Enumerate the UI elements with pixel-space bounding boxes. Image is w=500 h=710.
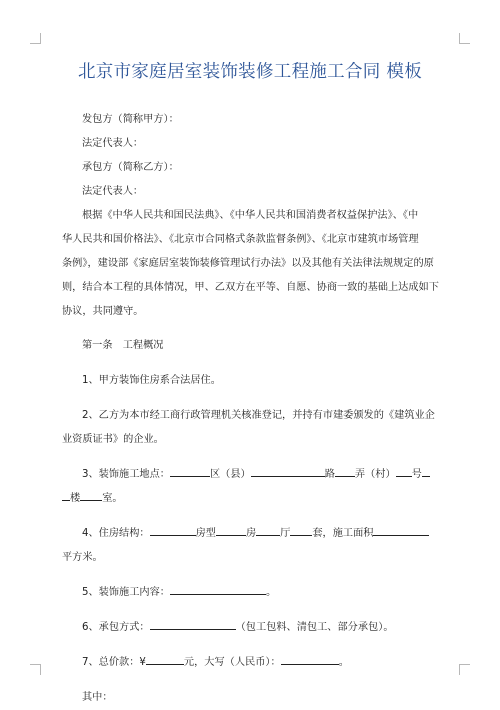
item-3-building-label: 楼 bbox=[70, 493, 81, 504]
party-b-line: 承包方（简称乙方）： bbox=[82, 162, 179, 173]
item-4-halls-label: 厅 bbox=[280, 528, 291, 539]
item-4-prefix: 4、住房结构： bbox=[82, 528, 150, 539]
item-5-suffix: 。 bbox=[265, 587, 277, 598]
legal-rep-a-line: 法定代表人： bbox=[82, 138, 144, 149]
article-1-item-6 bbox=[82, 616, 442, 640]
article-1-item-2-line: 业资质证书》的企业。 bbox=[62, 434, 164, 445]
blank-area[interactable] bbox=[373, 523, 429, 536]
preamble-line: 华人民共和国价格法》、《北京市合同格式条款监督条例》、《北京市建筑市场管理 bbox=[62, 234, 419, 245]
article-1-item-4 bbox=[82, 522, 442, 546]
item-4-sets-label: 套，施工面积 bbox=[312, 528, 374, 539]
blank-district[interactable] bbox=[170, 464, 210, 477]
legal-rep-b-line: 法定代表人： bbox=[82, 186, 144, 197]
blank-number[interactable] bbox=[396, 464, 412, 477]
crop-mark-top-left bbox=[30, 33, 41, 44]
blank-building-lead[interactable] bbox=[62, 488, 70, 501]
article-1-item-3 bbox=[82, 463, 442, 487]
preamble-line: 协议，共同遵守。 bbox=[62, 306, 144, 317]
item-6-prefix: 6、承包方式： bbox=[82, 622, 150, 633]
article-1-item-7 bbox=[82, 651, 442, 675]
blank-total-price[interactable] bbox=[146, 652, 184, 665]
crop-mark-bottom-right bbox=[459, 664, 470, 675]
item-4-type-label: 房型 bbox=[195, 528, 216, 539]
article-1-item-3-cont bbox=[62, 487, 442, 511]
crop-mark-bottom-left bbox=[30, 664, 41, 675]
item-3-prefix: 3、装饰施工地点： bbox=[82, 469, 170, 480]
party-a-line: 发包方（简称甲方）： bbox=[82, 114, 179, 125]
article-1-heading: 第一条 工程概况 bbox=[82, 340, 164, 351]
blank-contract-method[interactable] bbox=[150, 617, 236, 630]
article-1-among: 其中： bbox=[82, 692, 113, 703]
item-3-road-label: 路 bbox=[324, 469, 335, 480]
article-1-item-1: 1、甲方装饰住房系合法居住。 bbox=[82, 375, 221, 386]
blank-road[interactable] bbox=[251, 464, 325, 477]
blank-content[interactable] bbox=[170, 582, 266, 595]
item-7-mid: 元，大写（人民币）： bbox=[183, 657, 281, 668]
preamble-line: 根据《中华人民共和国民法典》、《中华人民共和国消费者权益保护法》、《中 bbox=[82, 210, 419, 221]
crop-mark-top-right bbox=[459, 33, 470, 44]
blank-type[interactable] bbox=[150, 523, 196, 536]
preamble-line: 条例》，建设部《家庭居室装饰装修管理试行办法》以及其他有关法律法规规定的原 bbox=[62, 258, 434, 269]
item-3-district-label: 区（县） bbox=[209, 469, 251, 480]
document-title: 北京市家庭居室装饰装修工程施工合同 模板 bbox=[77, 62, 423, 82]
blank-lane[interactable] bbox=[335, 464, 355, 477]
blank-halls[interactable] bbox=[256, 523, 280, 536]
item-3-number-label: 号 bbox=[411, 469, 422, 480]
item-5-prefix: 5、装饰施工内容： bbox=[82, 587, 170, 598]
blank-room[interactable] bbox=[80, 488, 102, 501]
blank-rooms[interactable] bbox=[216, 523, 246, 536]
document-body bbox=[62, 108, 442, 710]
preamble-paragraph bbox=[62, 204, 442, 324]
preamble-line: 则，结合本工程的具体情况，甲、乙双方在平等、自愿、协商一致的基础上达成如下 bbox=[62, 282, 439, 293]
blank-sets[interactable] bbox=[290, 523, 312, 536]
item-4-rooms-label: 房 bbox=[245, 528, 257, 539]
item-6-suffix: （包工包料、清包工、部分承包）。 bbox=[235, 622, 394, 633]
item-7-prefix: 7、总价款：¥ bbox=[82, 657, 146, 668]
blank-total-price-words[interactable] bbox=[281, 652, 339, 665]
blank-number-tail[interactable] bbox=[422, 464, 430, 477]
item-7-suffix: 。 bbox=[338, 657, 349, 668]
article-1-item-4-cont: 平方米。 bbox=[62, 552, 103, 563]
item-3-room-label: 室。 bbox=[102, 493, 123, 504]
article-1-item-2-line: 2、乙方为本市经工商行政管理机关核准登记，并持有市建委颁发的《建筑业企 bbox=[82, 410, 435, 421]
article-1-item-5 bbox=[82, 581, 442, 605]
item-3-lane-label: 弄（村） bbox=[354, 469, 396, 480]
